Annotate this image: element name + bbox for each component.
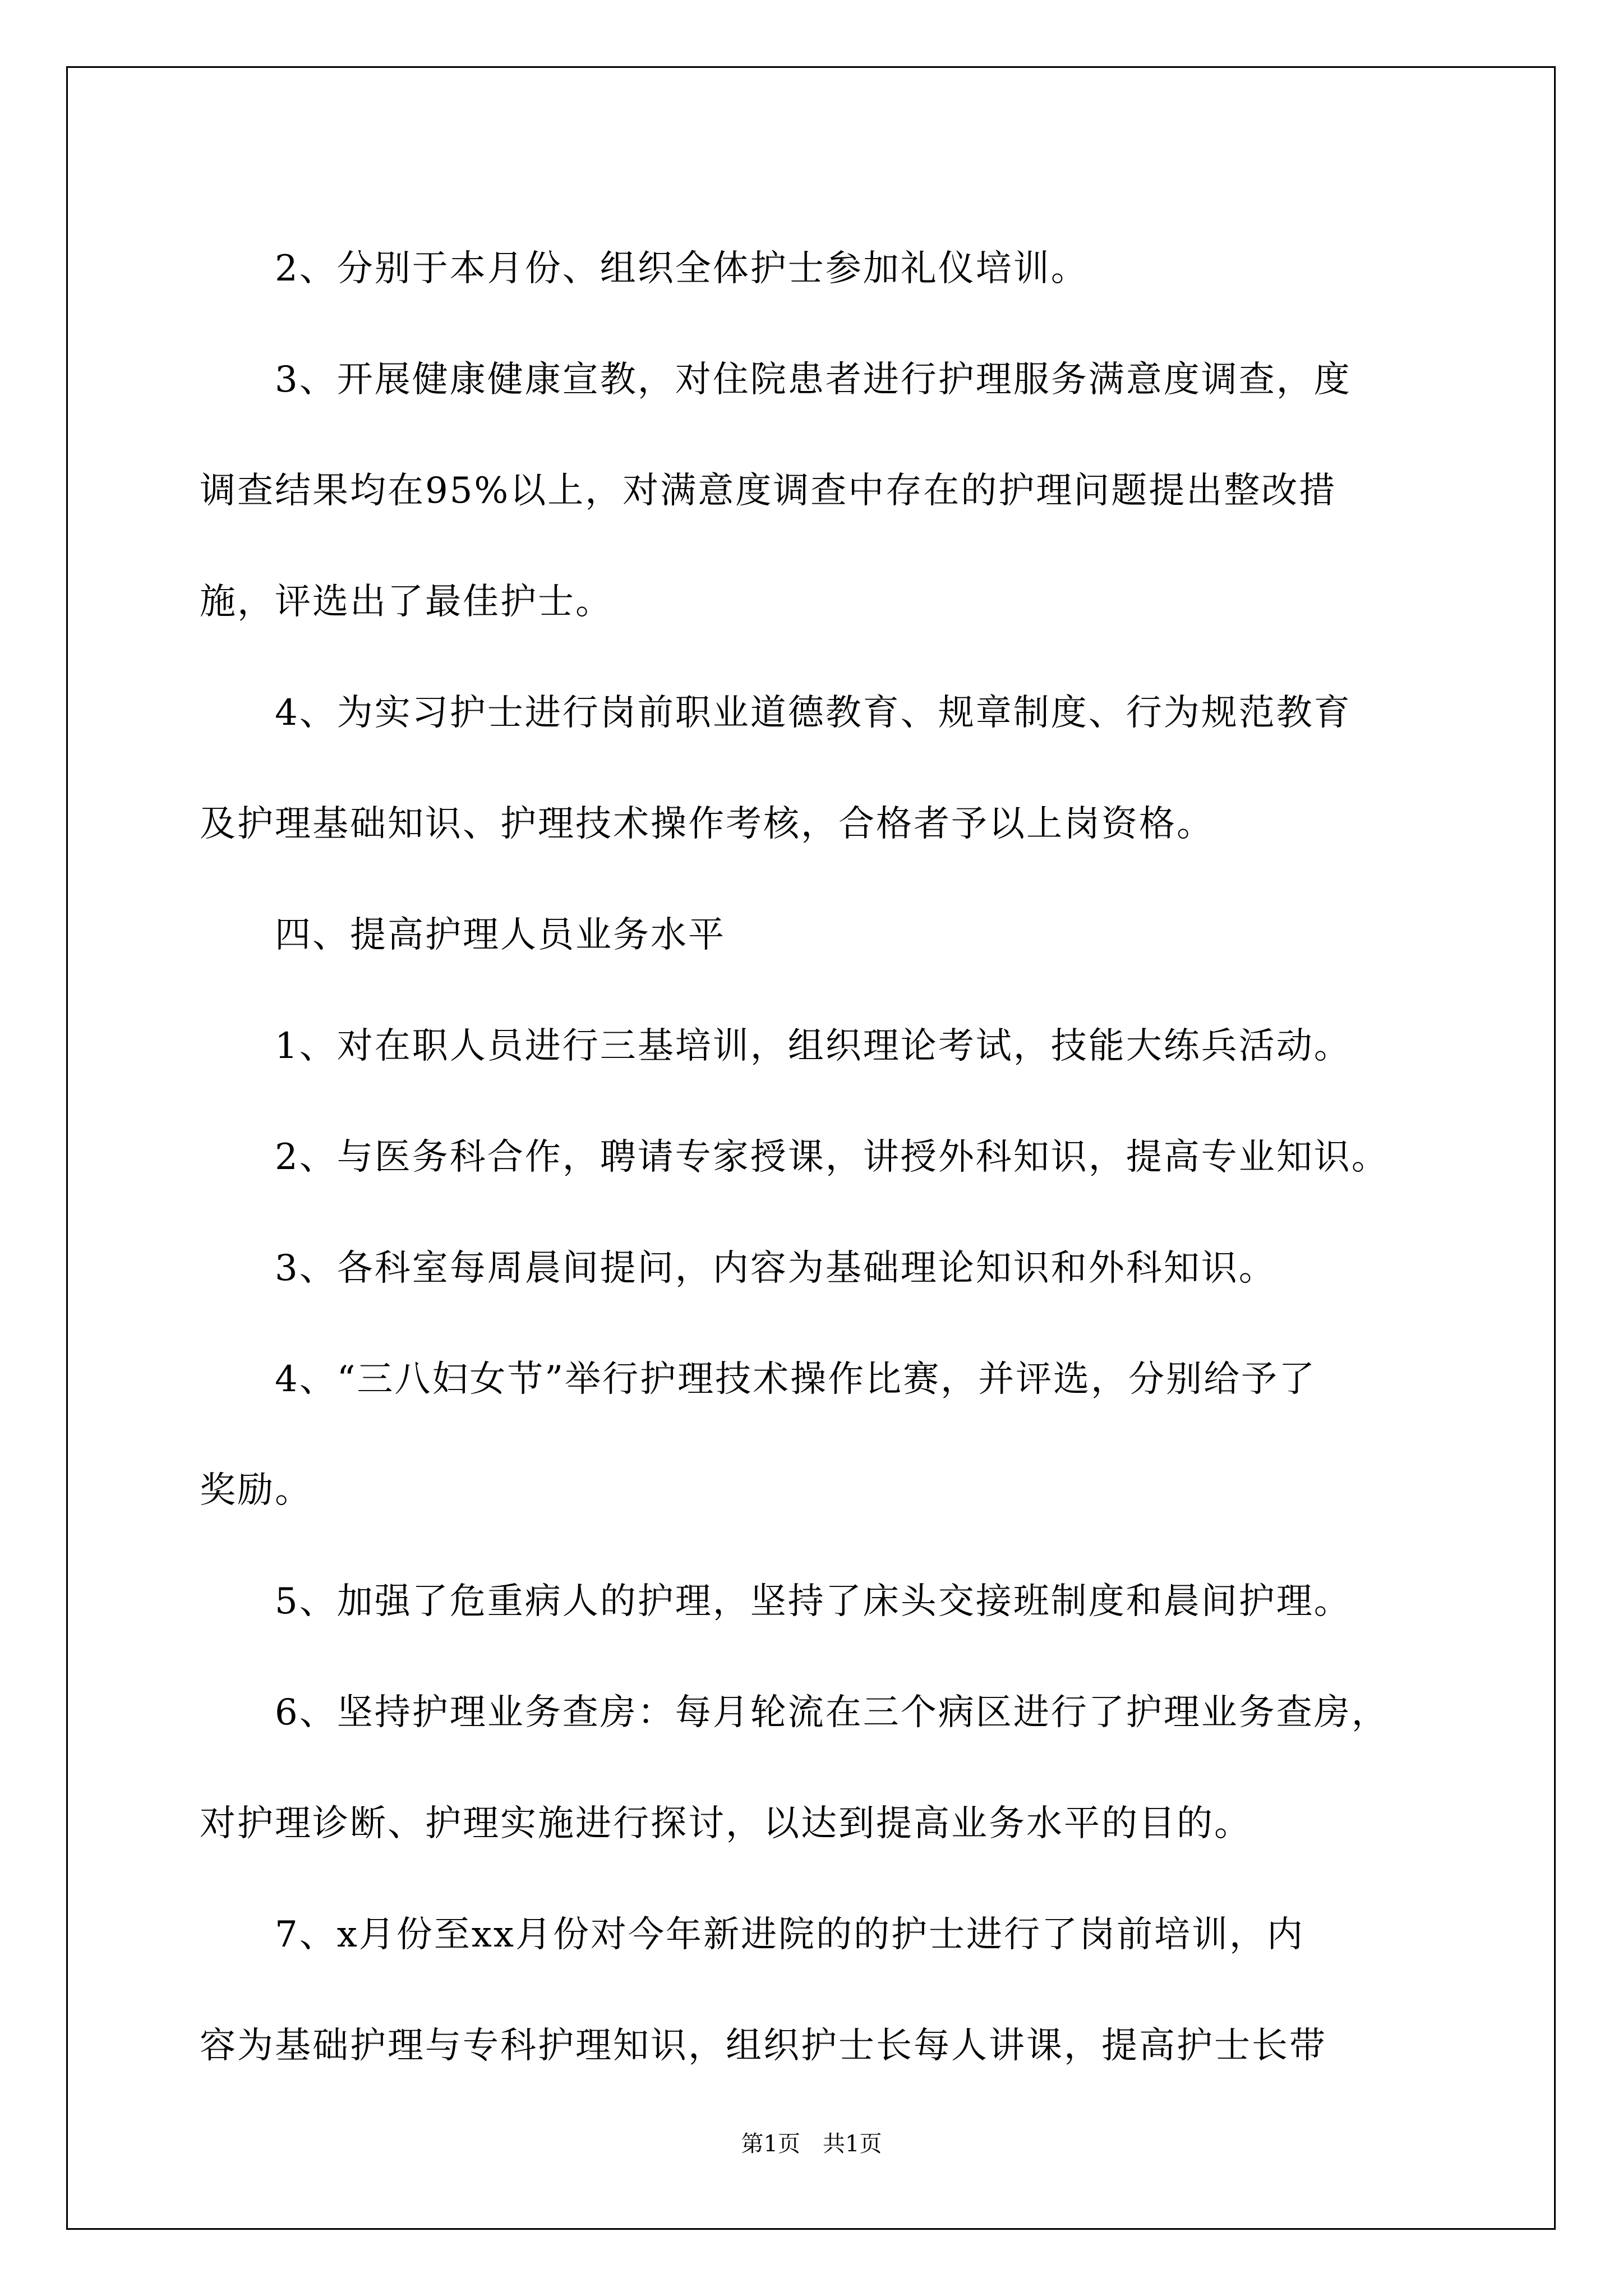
paragraph xyxy=(200,213,1433,324)
paragraph xyxy=(200,1546,1433,1657)
document-body xyxy=(200,213,1433,2101)
section-heading xyxy=(200,880,1433,991)
paragraph xyxy=(200,1657,1433,1879)
text-line: 3、各科室每周晨间提问，内容为基础理论知识和外科知识。 xyxy=(275,1248,1276,1289)
paragraph xyxy=(200,1213,1433,1324)
paragraph xyxy=(200,1879,1433,2101)
text-line: 容为基础护理与专科护理知识，组织护士长每人讲课，提高护士长带 xyxy=(200,2025,1327,2067)
text-line: 2、与医务科合作，聘请专家授课，讲授外科知识，提高专业知识。 xyxy=(275,1137,1389,1178)
paragraph xyxy=(200,991,1433,1102)
paragraph xyxy=(200,657,1433,880)
text-line: 4、“三八妇女节”举行护理技术操作比赛，并评选，分别给予了 xyxy=(275,1359,1317,1400)
text-line: 3、开展健康健康宣教，对住院患者进行护理服务满意度调查，度 xyxy=(275,359,1352,401)
text-line: 1、对在职人员进行三基培训，组织理论考试，技能大练兵活动。 xyxy=(275,1025,1352,1067)
text-line: 奖励。 xyxy=(200,1470,312,1511)
page-number: 第1页 共1页 xyxy=(741,2131,882,2157)
text-line: 4、为实习护士进行岗前职业道德教育、规章制度、行为规范教育 xyxy=(275,692,1352,734)
text-line: 2、分别于本月份、组织全体护士参加礼仪培训。 xyxy=(275,248,1089,289)
text-line: 7、x月份至xx月份对今年新进院的的护士进行了岗前培训，内 xyxy=(275,1914,1304,1955)
text-line: 及护理基础知识、护理技术操作考核，合格者予以上岗资格。 xyxy=(200,803,1214,845)
paragraph xyxy=(200,1324,1433,1546)
text-line: 对护理诊断、护理实施进行探讨，以达到提高业务水平的目的。 xyxy=(200,1803,1252,1844)
text-line: 施，评选出了最佳护士。 xyxy=(200,581,613,623)
paragraph xyxy=(200,1102,1433,1213)
text-line: 5、加强了危重病人的护理，坚持了床头交接班制度和晨间护理。 xyxy=(275,1581,1352,1622)
paragraph xyxy=(200,324,1433,657)
text-line: 调查结果均在95%以上，对满意度调查中存在的护理问题提出整改措 xyxy=(200,470,1337,512)
text-line: 四、提高护理人员业务水平 xyxy=(275,914,726,956)
text-line: 6、坚持护理业务查房：每月轮流在三个病区进行了护理业务查房， xyxy=(275,1692,1389,1733)
